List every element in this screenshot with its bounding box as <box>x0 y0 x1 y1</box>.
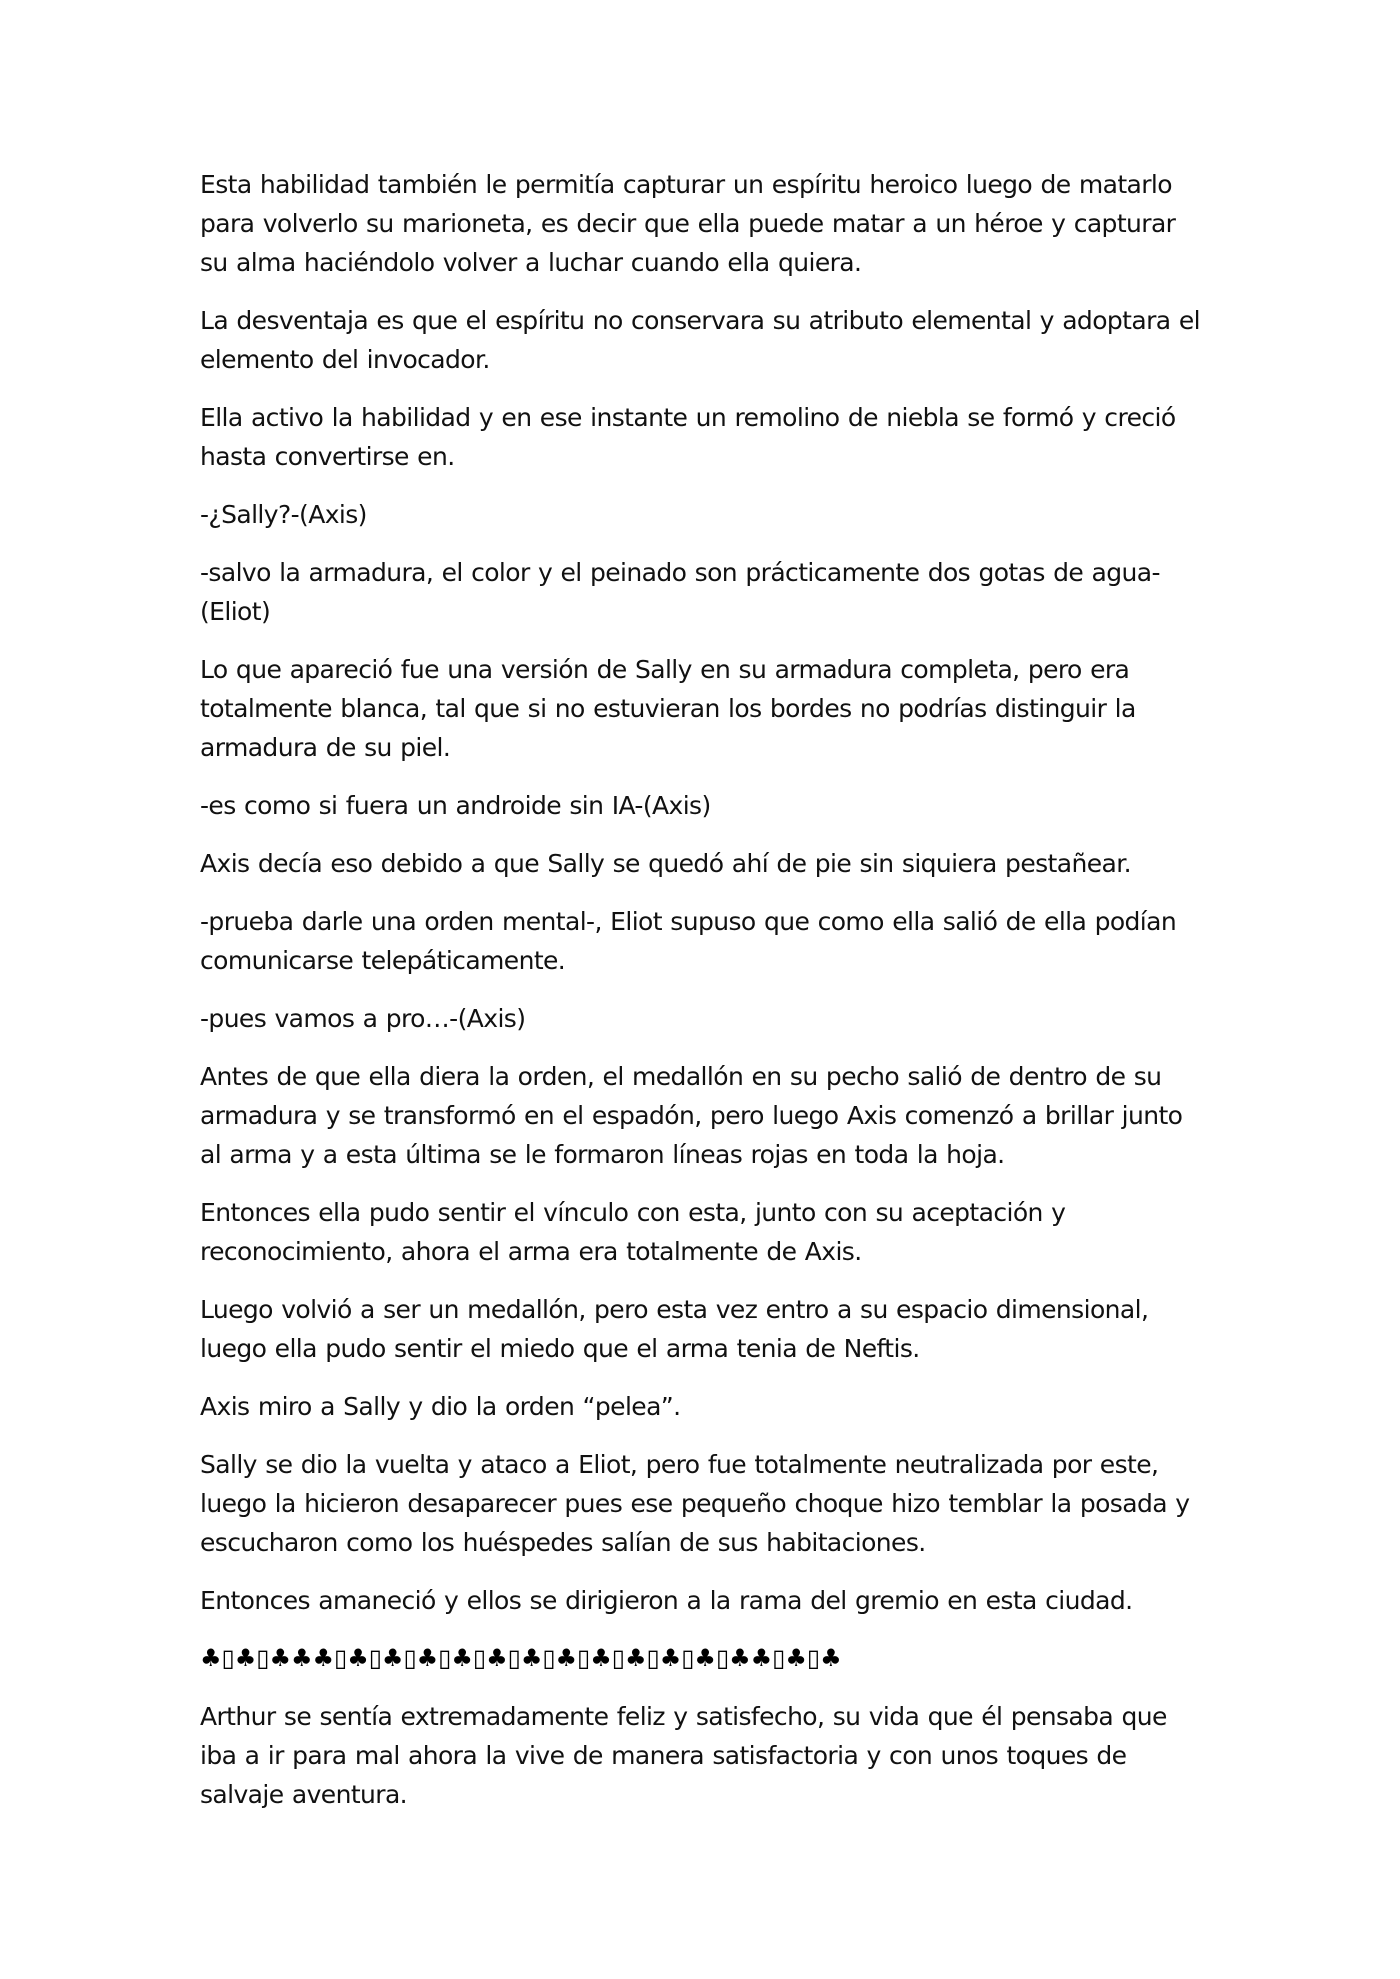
paragraph-3: Ella activo la habilidad y en ese instante un remolino de niebla se formó y creció hasta convertirse en. <box>200 403 1176 471</box>
paragraph-12: Entonces ella pudo sentir el vínculo con esta, junto con su aceptación y reconocimiento, ahora el arma era totalmente de Axis. <box>200 1198 1066 1266</box>
paragraph-16: Entonces amaneció y ellos se dirigieron a la rama del gremio en esta ciudad. <box>200 1586 1133 1615</box>
document-body <box>200 165 1200 1833</box>
paragraph-7: -es como si fuera un androide sin IA-(Axis) <box>200 791 711 820</box>
paragraph-5: -salvo la armadura, el color y el peinado son prácticamente dos gotas de agua-(Eliot) <box>200 558 1160 626</box>
paragraph-9: -prueba darle una orden mental-, Eliot supuso que como ella salió de ella podían comunicarse telepáticamente. <box>200 907 1177 975</box>
paragraph-1: Esta habilidad también le permitía capturar un espíritu heroico luego de matarlo para volverlo su marioneta, es decir que ella puede matar a un héroe y capturar su alma haciéndolo volver a luchar cuando ella quiera. <box>200 170 1176 277</box>
paragraph-13: Luego volvió a ser un medallón, pero esta vez entro a su espacio dimensional, luego ella pudo sentir el miedo que el arma tenia de Neftis. <box>200 1295 1149 1363</box>
paragraph-2: La desventaja es que el espíritu no conservara su atributo elemental y adoptara el elemento del invocador. <box>200 306 1200 374</box>
closing-paragraph: Arthur se sentía extremadamente feliz y satisfecho, su vida que él pensaba que iba a ir para mal ahora la vive de manera satisfactoria y con unos toques de salvaje aventura. <box>200 1702 1167 1809</box>
section-separator: ♣▯♣▯♣♣♣▯♣▯♣▯♣▯♣▯♣▯♣▯♣▯♣▯♣▯♣▯♣▯♣♣▯♣▯♣ <box>200 1644 842 1672</box>
paragraph-14: Axis miro a Sally y dio la orden “pelea”. <box>200 1392 681 1421</box>
paragraph-10: -pues vamos a pro…-(Axis) <box>200 1004 526 1033</box>
paragraph-4: -¿Sally?-(Axis) <box>200 500 367 529</box>
paragraph-11: Antes de que ella diera la orden, el medallón en su pecho salió de dentro de su armadura y se transformó en el espadón, pero luego Axis comenzó a brillar junto al arma y a esta última se le formaron líneas rojas en toda la hoja. <box>200 1062 1183 1169</box>
paragraph-8: Axis decía eso debido a que Sally se quedó ahí de pie sin siquiera pestañear. <box>200 849 1131 878</box>
paragraph-15: Sally se dio la vuelta y ataco a Eliot, pero fue totalmente neutralizada por este, luego la hicieron desaparecer pues ese pequeño choque hizo temblar la posada y escucharon como los huéspedes salían de sus habitaciones. <box>200 1450 1190 1557</box>
paragraph-6: Lo que apareció fue una versión de Sally en su armadura completa, pero era totalmente blanca, tal que si no estuvieran los bordes no podrías distinguir la armadura de su piel. <box>200 655 1136 762</box>
